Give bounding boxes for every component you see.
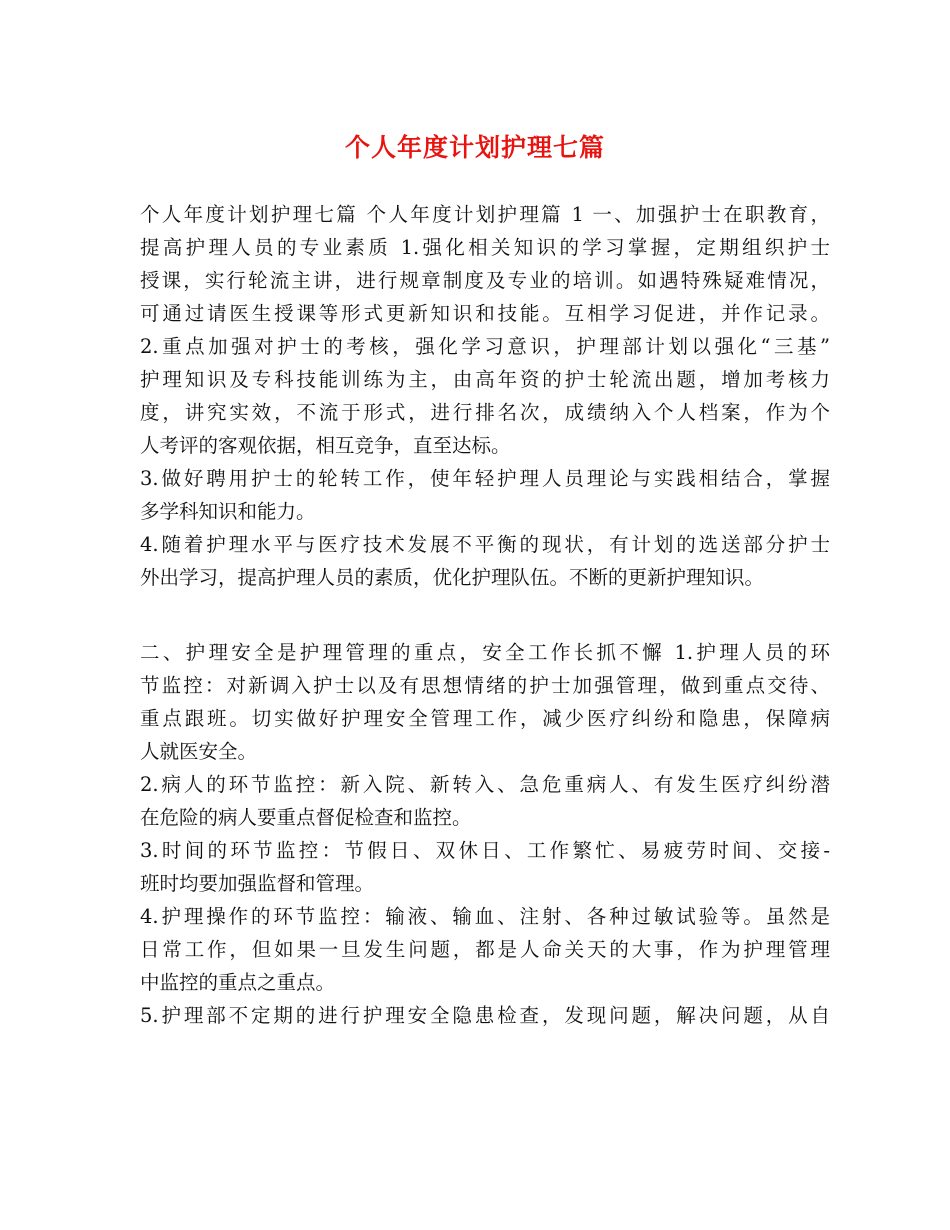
text-line: 人就医安全。 xyxy=(140,740,258,763)
text-line: 人考评的客观依据，相互竞争，直至达标。 xyxy=(140,434,511,457)
text-line: 在危险的病人要重点督促检查和监控。 xyxy=(140,806,472,829)
text-line: 4.随着护理水平与医疗技术发展不平衡的现状，有计划的选送部分护士 xyxy=(140,533,830,556)
text-line: 2.病人的环节监控：新入院、新转入、急危重病人、有发生医疗纠纷潜 xyxy=(140,773,830,796)
paragraph-gap xyxy=(140,594,830,636)
text-line: 度，讲究实效，不流于形式，进行排名次，成绩纳入个人档案，作为个 xyxy=(140,401,830,424)
text-line: 护理知识及专科技能训练为主，由高年资的护士轮流出题，增加考核力 xyxy=(140,368,830,391)
text-line: 4.护理操作的环节监控：输液、输血、注射、各种过敏试验等。虽然是 xyxy=(140,905,830,928)
text-line: 5.护理部不定期的进行护理安全隐患检查，发现问题，解决问题，从自 xyxy=(140,1004,830,1027)
text-line: 多学科知识和能力。 xyxy=(140,500,316,523)
text-line: 班时均要加强监督和管理。 xyxy=(140,872,375,895)
text-line: 节监控：对新调入护士以及有思想情绪的护士加强管理，做到重点交待、 xyxy=(140,674,830,697)
text-line: 授课，实行轮流主讲，进行规章制度及专业的培训。如遇特殊疑难情况， xyxy=(140,269,830,292)
text-line: 重点跟班。切实做好护理安全管理工作，减少医疗纠纷和隐患，保障病 xyxy=(140,707,830,730)
text-line: 提高护理人员的专业素质 1.强化相关知识的学习掌握，定期组织护士 xyxy=(140,236,830,259)
text-line: 外出学习，提高护理人员的素质，优化护理队伍。不断的更新护理知识。 xyxy=(140,566,765,589)
document-body xyxy=(140,198,830,1032)
text-line: 日常工作，但如果一旦发生问题，都是人命关天的大事，作为护理管理 xyxy=(140,938,830,961)
text-line: 中监控的重点之重点。 xyxy=(140,971,336,994)
text-line: 个人年度计划护理七篇 个人年度计划护理篇 1 一、加强护士在职教育， xyxy=(140,203,830,226)
text-line: 二、护理安全是护理管理的重点，安全工作长抓不懈 1.护理人员的环 xyxy=(140,641,830,664)
text-line: 3.做好聘用护士的轮转工作，使年轻护理人员理论与实践相结合，掌握 xyxy=(140,467,830,490)
text-line: 2.重点加强对护士的考核，强化学习意识，护理部计划以强化“三基” xyxy=(140,335,830,358)
document-title: 个人年度计划护理七篇 xyxy=(344,133,605,162)
text-line: 3.时间的环节监控：节假日、双休日、工作繁忙、易疲劳时间、交接- xyxy=(140,839,830,862)
text-line: 可通过请医生授课等形式更新知识和技能。互相学习促进，并作记录。 xyxy=(140,302,830,325)
